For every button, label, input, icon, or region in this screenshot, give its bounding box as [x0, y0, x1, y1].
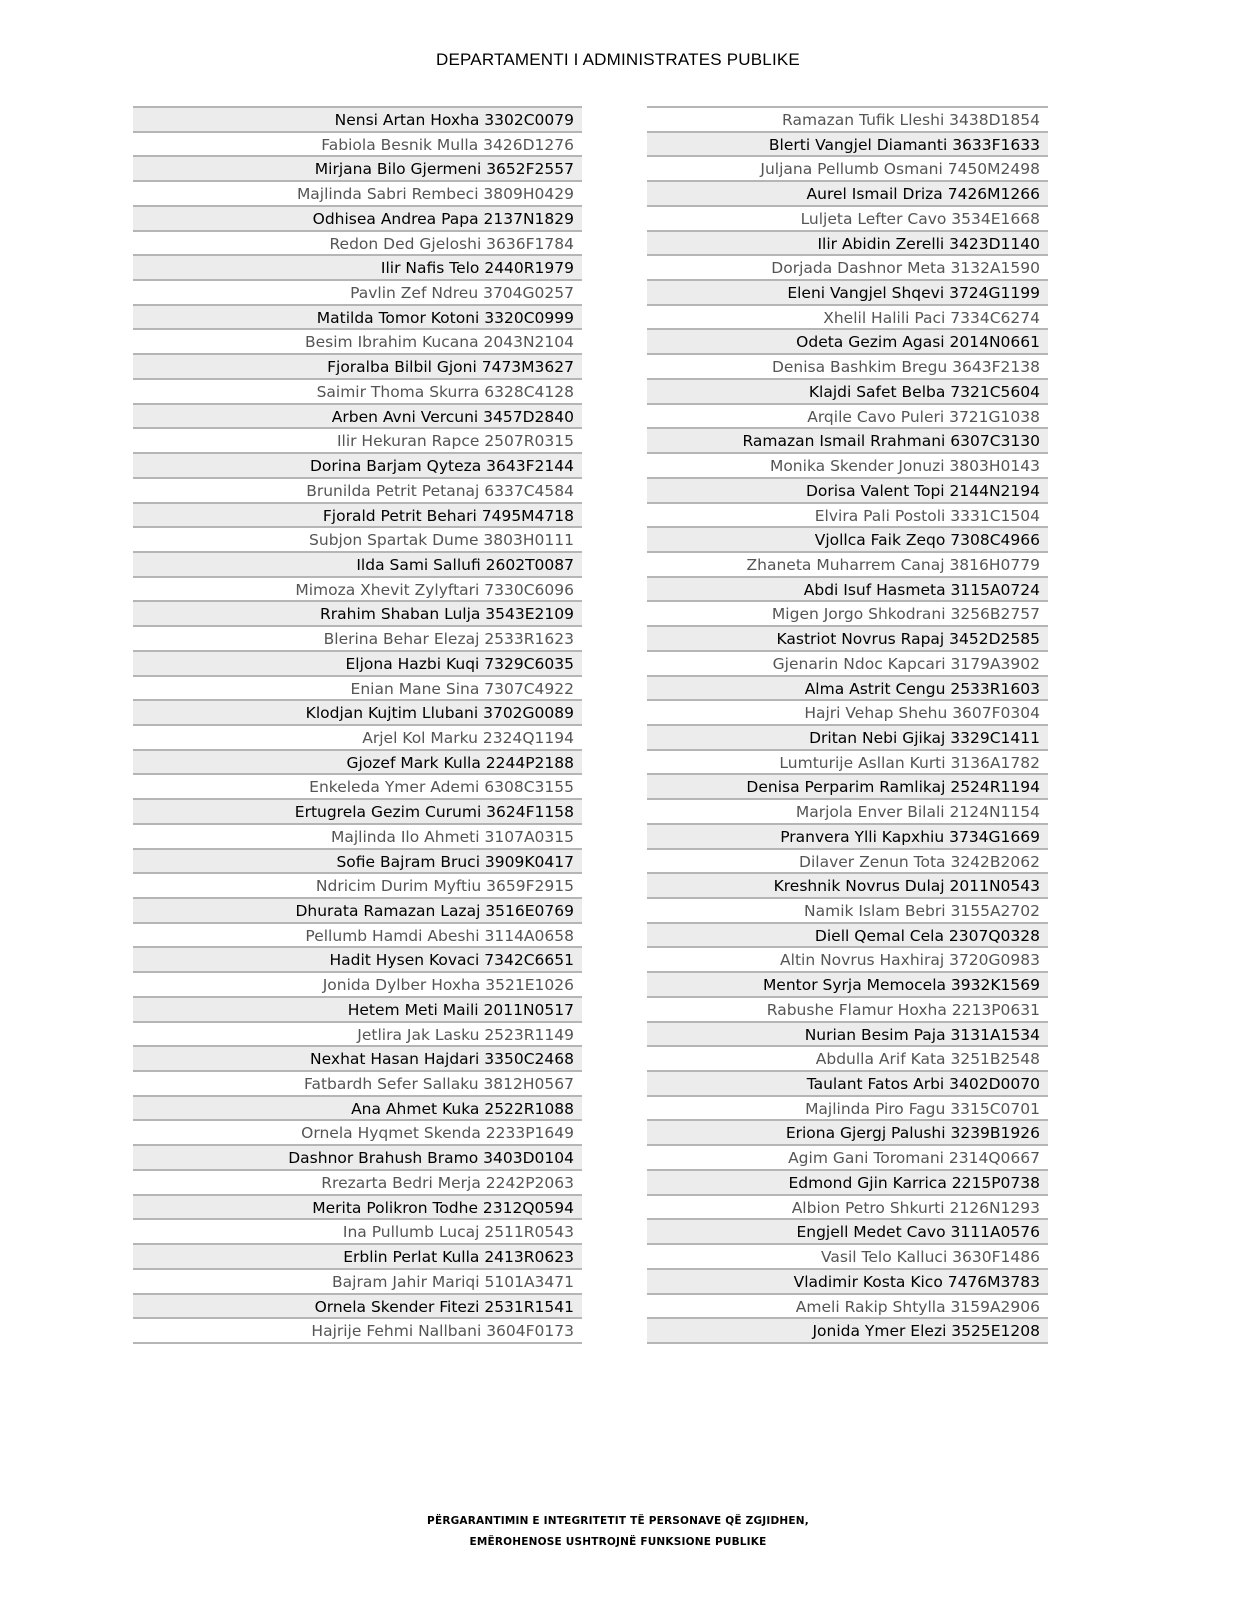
right-name-list	[647, 106, 1048, 1344]
list-item: Enian Mane Sina 7307C4922	[133, 675, 582, 700]
list-item: Mirjana Bilo Gjermeni 3652F2557	[133, 155, 582, 180]
list-item: Enkeleda Ymer Ademi 6308C3155	[133, 773, 582, 798]
list-item: Ramazan Tufik Lleshi 3438D1854	[647, 106, 1048, 131]
list-item: Albion Petro Shkurti 2126N1293	[647, 1194, 1048, 1219]
list-item: Majlinda Sabri Rembeci 3809H0429	[133, 180, 582, 205]
list-item: Pranvera Ylli Kapxhiu 3734G1669	[647, 823, 1048, 848]
list-item: Ameli Rakip Shtylla 3159A2906	[647, 1293, 1048, 1318]
list-item: Bajram Jahir Mariqi 5101A3471	[133, 1268, 582, 1293]
list-item: Ilda Sami Sallufi 2602T0087	[133, 551, 582, 576]
list-item: Eleni Vangjel Shqevi 3724G1199	[647, 279, 1048, 304]
list-item: Gjozef Mark Kulla 2244P2188	[133, 749, 582, 774]
list-item: Dilaver Zenun Tota 3242B2062	[647, 848, 1048, 873]
list-item: Sofie Bajram Bruci 3909K0417	[133, 848, 582, 873]
list-item: Rrezarta Bedri Merja 2242P2063	[133, 1169, 582, 1194]
list-item: Erblin Perlat Kulla 2413R0623	[133, 1243, 582, 1268]
list-item: Hadit Hysen Kovaci 7342C6651	[133, 946, 582, 971]
list-item: Abdulla Arif Kata 3251B2548	[647, 1045, 1048, 1070]
list-item: Denisa Bashkim Bregu 3643F2138	[647, 353, 1048, 378]
list-item: Ramazan Ismail Rrahmani 6307C3130	[647, 427, 1048, 452]
list-item: Lumturije Asllan Kurti 3136A1782	[647, 749, 1048, 774]
list-item: Nensi Artan Hoxha 3302C0079	[133, 106, 582, 131]
left-name-list	[133, 106, 582, 1344]
list-item: Xhelil Halili Paci 7334C6274	[647, 304, 1048, 329]
list-item: Vasil Telo Kalluci 3630F1486	[647, 1243, 1048, 1268]
list-item: Arqile Cavo Puleri 3721G1038	[647, 403, 1048, 428]
list-item: Besim Ibrahim Kucana 2043N2104	[133, 328, 582, 353]
list-item: Ilir Hekuran Rapce 2507R0315	[133, 427, 582, 452]
list-item: Nexhat Hasan Hajdari 3350C2468	[133, 1045, 582, 1070]
list-item: Gjenarin Ndoc Kapcari 3179A3902	[647, 650, 1048, 675]
list-item: Matilda Tomor Kotoni 3320C0999	[133, 304, 582, 329]
list-item: Odeta Gezim Agasi 2014N0661	[647, 328, 1048, 353]
list-item: Ina Pullumb Lucaj 2511R0543	[133, 1218, 582, 1243]
list-item: Monika Skender Jonuzi 3803H0143	[647, 452, 1048, 477]
list-item: Klodjan Kujtim Llubani 3702G0089	[133, 699, 582, 724]
list-item: Arjel Kol Marku 2324Q1194	[133, 724, 582, 749]
list-end-rule	[133, 1342, 582, 1344]
list-item: Merita Polikron Todhe 2312Q0594	[133, 1194, 582, 1219]
list-item: Odhisea Andrea Papa 2137N1829	[133, 205, 582, 230]
list-item: Jonida Dylber Hoxha 3521E1026	[133, 971, 582, 996]
list-item: Fatbardh Sefer Sallaku 3812H0567	[133, 1070, 582, 1095]
list-item: Dhurata Ramazan Lazaj 3516E0769	[133, 897, 582, 922]
list-item: Mentor Syrja Memocela 3932K1569	[647, 971, 1048, 996]
list-item: Vladimir Kosta Kico 7476M3783	[647, 1268, 1048, 1293]
list-item: Luljeta Lefter Cavo 3534E1668	[647, 205, 1048, 230]
list-item: Taulant Fatos Arbi 3402D0070	[647, 1070, 1048, 1095]
list-item: Rabushe Flamur Hoxha 2213P0631	[647, 996, 1048, 1021]
list-item: Majlinda Piro Fagu 3315C0701	[647, 1095, 1048, 1120]
list-item: Hajrije Fehmi Nallbani 3604F0173	[133, 1317, 582, 1342]
list-item: Kastriot Novrus Rapaj 3452D2585	[647, 625, 1048, 650]
list-item: Ornela Skender Fitezi 2531R1541	[133, 1293, 582, 1318]
list-item: Agim Gani Toromani 2314Q0667	[647, 1144, 1048, 1169]
list-item: Migen Jorgo Shkodrani 3256B2757	[647, 600, 1048, 625]
list-item: Klajdi Safet Belba 7321C5604	[647, 378, 1048, 403]
list-item: Juljana Pellumb Osmani 7450M2498	[647, 155, 1048, 180]
list-item: Ilir Abidin Zerelli 3423D1140	[647, 230, 1048, 255]
list-item: Altin Novrus Haxhiraj 3720G0983	[647, 946, 1048, 971]
list-item: Redon Ded Gjeloshi 3636F1784	[133, 230, 582, 255]
list-item: Hetem Meti Maili 2011N0517	[133, 996, 582, 1021]
list-item: Brunilda Petrit Petanaj 6337C4584	[133, 477, 582, 502]
list-item: Vjollca Faik Zeqo 7308C4966	[647, 526, 1048, 551]
list-item: Alma Astrit Cengu 2533R1603	[647, 675, 1048, 700]
list-item: Fjoralba Bilbil Gjoni 7473M3627	[133, 353, 582, 378]
list-item: Ilir Nafis Telo 2440R1979	[133, 254, 582, 279]
list-item: Eljona Hazbi Kuqi 7329C6035	[133, 650, 582, 675]
list-item: Blerti Vangjel Diamanti 3633F1633	[647, 131, 1048, 156]
list-item: Abdi Isuf Hasmeta 3115A0724	[647, 576, 1048, 601]
list-item: Ertugrela Gezim Curumi 3624F1158	[133, 798, 582, 823]
list-item: Diell Qemal Cela 2307Q0328	[647, 922, 1048, 947]
list-item: Dorisa Valent Topi 2144N2194	[647, 477, 1048, 502]
list-item: Dorina Barjam Qyteza 3643F2144	[133, 452, 582, 477]
page-footer	[0, 1511, 1236, 1553]
list-item: Marjola Enver Bilali 2124N1154	[647, 798, 1048, 823]
page-title: DEPARTAMENTI I ADMINISTRATES PUBLIKE	[436, 50, 800, 69]
list-item: Denisa Perparim Ramlikaj 2524R1194	[647, 773, 1048, 798]
list-item: Subjon Spartak Dume 3803H0111	[133, 526, 582, 551]
list-item: Ana Ahmet Kuka 2522R1088	[133, 1095, 582, 1120]
list-item: Hajri Vehap Shehu 3607F0304	[647, 699, 1048, 724]
footer-line-2: EMËROHENOSE USHTROJNË FUNKSIONE PUBLIKE	[469, 1536, 767, 1548]
list-item: Edmond Gjin Karrica 2215P0738	[647, 1169, 1048, 1194]
list-item: Jetlira Jak Lasku 2523R1149	[133, 1021, 582, 1046]
list-item: Jonida Ymer Elezi 3525E1208	[647, 1317, 1048, 1342]
list-item: Nurian Besim Paja 3131A1534	[647, 1021, 1048, 1046]
list-item: Saimir Thoma Skurra 6328C4128	[133, 378, 582, 403]
list-item: Fabiola Besnik Mulla 3426D1276	[133, 131, 582, 156]
list-item: Pavlin Zef Ndreu 3704G0257	[133, 279, 582, 304]
list-item: Namik Islam Bebri 3155A2702	[647, 897, 1048, 922]
list-item: Dorjada Dashnor Meta 3132A1590	[647, 254, 1048, 279]
list-item: Ndricim Durim Myftiu 3659F2915	[133, 872, 582, 897]
list-end-rule	[647, 1342, 1048, 1344]
list-item: Majlinda Ilo Ahmeti 3107A0315	[133, 823, 582, 848]
list-item: Blerina Behar Elezaj 2533R1623	[133, 625, 582, 650]
list-item: Eriona Gjergj Palushi 3239B1926	[647, 1119, 1048, 1144]
footer-line-1: PËRGARANTIMIN E INTEGRITETIT TË PERSONAVE QË ZGJIDHEN,	[427, 1515, 809, 1527]
list-item: Rrahim Shaban Lulja 3543E2109	[133, 600, 582, 625]
list-item: Elvira Pali Postoli 3331C1504	[647, 502, 1048, 527]
list-item: Ornela Hyqmet Skenda 2233P1649	[133, 1119, 582, 1144]
list-item: Fjorald Petrit Behari 7495M4718	[133, 502, 582, 527]
list-item: Arben Avni Vercuni 3457D2840	[133, 403, 582, 428]
list-item: Dashnor Brahush Bramo 3403D0104	[133, 1144, 582, 1169]
list-item: Pellumb Hamdi Abeshi 3114A0658	[133, 922, 582, 947]
list-item: Engjell Medet Cavo 3111A0576	[647, 1218, 1048, 1243]
list-item: Mimoza Xhevit Zylyftari 7330C6096	[133, 576, 582, 601]
list-item: Dritan Nebi Gjikaj 3329C1411	[647, 724, 1048, 749]
list-item: Zhaneta Muharrem Canaj 3816H0779	[647, 551, 1048, 576]
list-item: Kreshnik Novrus Dulaj 2011N0543	[647, 872, 1048, 897]
list-item: Aurel Ismail Driza 7426M1266	[647, 180, 1048, 205]
